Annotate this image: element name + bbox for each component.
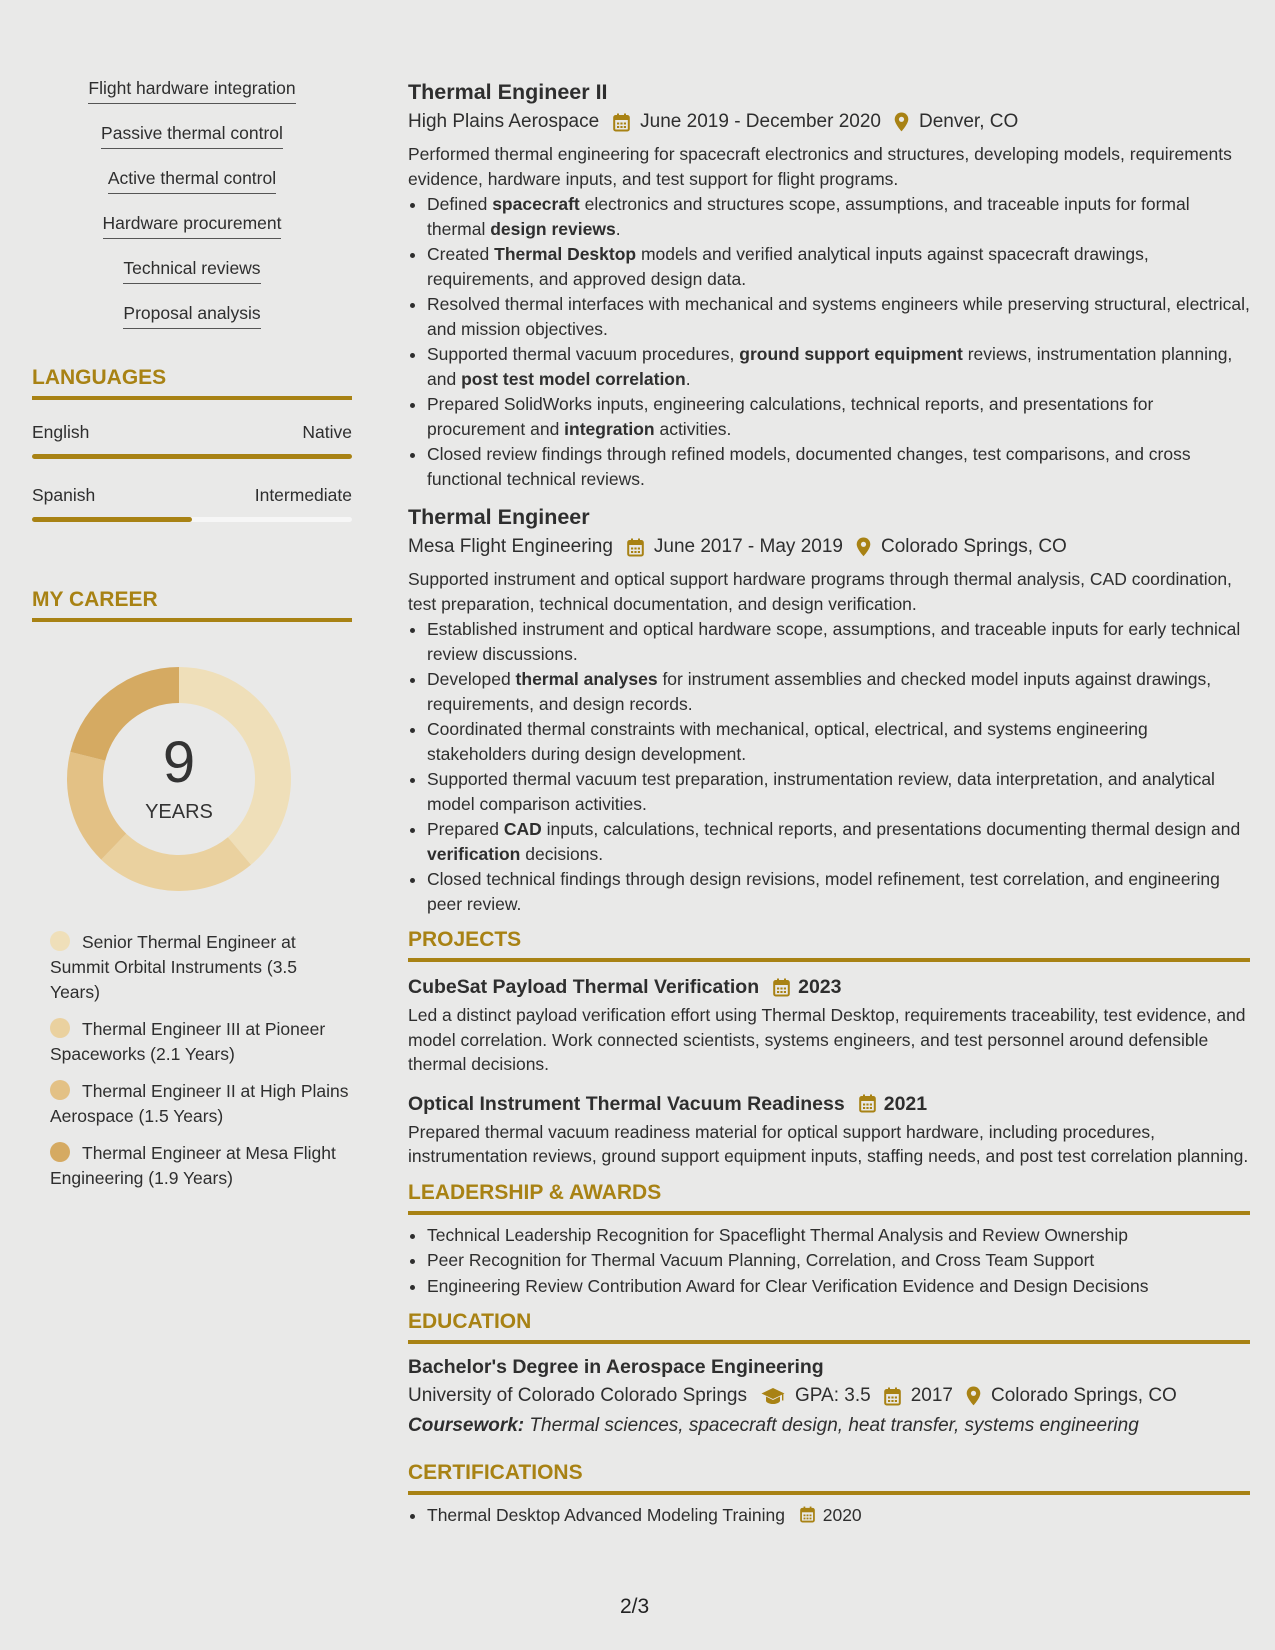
job-bullet: • Created Thermal Desktop models and verified analytical inputs against spacecraft drawings, requirements, and approved design data. <box>427 242 1250 291</box>
project-entry <box>408 1091 1250 1169</box>
job-bullet: • Prepared SolidWorks inputs, engineering calculations, technical reports, and presentations for procurement and integration activities. <box>427 392 1250 441</box>
awards-list <box>408 1223 1250 1299</box>
calendar-icon <box>773 978 790 997</box>
award-item: • Engineering Review Contribution Award for Clear Verification Evidence and Design Decisions <box>427 1274 1250 1299</box>
coursework <box>408 1415 1250 1437</box>
career-legend-item: Thermal Engineer II at High Plains Aerospace (1.5 Years) <box>50 1081 349 1126</box>
legend-dot <box>50 931 70 951</box>
skill-item: Passive thermal control <box>32 123 352 150</box>
job-bullet: • Supported thermal vacuum procedures, ground support equipment reviews, instrumentation planning, and post test model correlation. <box>427 342 1250 391</box>
project-year: 2021 <box>883 1092 928 1115</box>
project-description: Prepared thermal vacuum readiness material for optical support hardware, including procedures, instrumentation reviews, ground support equipment inputs, staffing needs, and post test correlation planning. <box>408 1121 1249 1166</box>
job-bullet: • Developed thermal analyses for instrument assemblies and checked model inputs against drawings, requirements, and design records. <box>427 667 1250 716</box>
career-legend-item: Thermal Engineer at Mesa Flight Engineering (1.9 Years) <box>50 1143 336 1188</box>
job-location: Colorado Springs, CO <box>880 536 1067 557</box>
education-heading: EDUCATION <box>408 1310 1250 1344</box>
degree-title: Bachelor's Degree in Aerospace Engineering <box>408 1356 824 1378</box>
education-section <box>408 1310 1250 1437</box>
skill-item: Proposal analysis <box>32 303 352 330</box>
career-years-total: 9 <box>162 730 196 795</box>
awards-section <box>408 1181 1250 1299</box>
project-year: 2023 <box>798 976 842 998</box>
coursework-label: Coursework: <box>408 1415 525 1436</box>
language-name: English <box>32 422 90 442</box>
projects-heading: PROJECTS <box>408 928 1250 962</box>
legend-dot <box>50 1142 70 1162</box>
awards-heading: LEADERSHIP & AWARDS <box>408 1181 1250 1215</box>
job-dates: June 2017 - May 2019 <box>653 536 843 557</box>
language-level: Intermediate <box>254 485 352 505</box>
education-meta <box>408 1383 1250 1409</box>
job-meta <box>408 534 1250 560</box>
language-name: Spanish <box>32 485 96 505</box>
job-dates: June 2019 - December 2020 <box>640 111 881 132</box>
language-bar <box>32 517 352 522</box>
company-name: High Plains Aerospace <box>408 111 600 132</box>
job-bullets <box>408 192 1250 491</box>
calendar-icon <box>800 1506 815 1523</box>
career-heading: MY CAREER <box>32 588 352 622</box>
job-bullet: • Resolved thermal interfaces with mechanical and systems engineers while preserving structural, electrical, and mission objectives. <box>427 292 1250 341</box>
language-bar-fill <box>32 517 192 522</box>
certification-year: 2020 <box>822 1505 862 1525</box>
award-item: • Technical Leadership Recognition for Spaceflight Thermal Analysis and Review Ownership <box>427 1223 1250 1248</box>
certification-name: Thermal Desktop Advanced Modeling Training <box>427 1505 785 1525</box>
job-bullet: • Defined spacecraft electronics and structures scope, assumptions, and traceable inputs for formal thermal design reviews. <box>427 192 1250 241</box>
project-entry <box>408 974 1250 1077</box>
certifications-heading: CERTIFICATIONS <box>408 1461 1250 1495</box>
job-summary: Performed thermal engineering for spacecraft electronics and structures, developing models, requirements evidence, hardware inputs, and test support for flight programs. <box>408 144 1232 189</box>
sidebar <box>32 78 352 1203</box>
job-bullet: • Closed review findings through refined models, documented changes, test comparisons, and cross functional technical reviews. <box>427 442 1250 491</box>
projects-section <box>408 928 1250 1169</box>
job-title: Thermal Engineer II <box>408 80 608 104</box>
skill-item: Active thermal control <box>32 168 352 195</box>
language-bar-fill <box>32 454 352 459</box>
skills-list <box>32 78 352 330</box>
graduation-cap-icon <box>761 1387 785 1405</box>
languages-section <box>32 366 352 522</box>
school-location: Colorado Springs, CO <box>990 1385 1177 1406</box>
job-bullet: • Supported thermal vacuum test preparation, instrumentation review, data interpretation, and analytical model comparison activities. <box>427 767 1250 816</box>
language-item <box>32 422 352 459</box>
skill-item: Hardware procurement <box>32 213 352 240</box>
legend-dot <box>50 1080 70 1100</box>
coursework-text: Thermal sciences, spacecraft design, heat transfer, systems engineering <box>529 1415 1139 1436</box>
experience-entry <box>408 503 1250 916</box>
job-bullets <box>408 617 1250 916</box>
experience-entry <box>408 78 1250 491</box>
career-section <box>32 588 352 1191</box>
job-bullet: • Prepared CAD inputs, calculations, technical reports, and presentations documenting thermal design and verification decisions. <box>427 817 1250 866</box>
career-legend <box>50 930 350 1191</box>
career-years-unit: YEARS <box>145 801 213 823</box>
award-item: • Peer Recognition for Thermal Vacuum Planning, Correlation, and Cross Team Support <box>427 1248 1250 1273</box>
location-pin-icon <box>894 112 909 132</box>
project-title: Optical Instrument Thermal Vacuum Readiness <box>408 1092 845 1115</box>
page-number: 2/3 <box>620 1595 650 1618</box>
job-summary: Supported instrument and optical support hardware programs through thermal analysis, CAD coordination, test preparation, technical documentation, and design verification. <box>408 569 1232 614</box>
job-meta <box>408 109 1250 135</box>
main-content <box>408 78 1250 1540</box>
project-title: CubeSat Payload Thermal Verification <box>408 976 760 998</box>
career-legend-item: Senior Thermal Engineer at Summit Orbital Instruments (3.5 Years) <box>50 932 298 1002</box>
legend-dot <box>50 1018 70 1038</box>
career-donut <box>64 664 294 894</box>
project-description: Led a distinct payload verification effort using Thermal Desktop, requirements traceability, test evidence, and model correlation. Work connected scientists, systems engineers, and test personnel around defensible thermal decisions. <box>408 1005 1246 1074</box>
graduation-year: 2017 <box>910 1385 953 1406</box>
certifications-list <box>408 1503 1250 1528</box>
job-title: Thermal Engineer <box>408 505 590 529</box>
school-name: University of Colorado Colorado Springs <box>408 1385 747 1406</box>
job-location: Denver, CO <box>919 111 1019 132</box>
job-bullet: • Established instrument and optical hardware scope, assumptions, and traceable inputs for early technical review discussions. <box>427 617 1250 666</box>
location-pin-icon <box>856 537 871 557</box>
calendar-icon <box>884 1387 901 1406</box>
calendar-icon <box>613 113 630 132</box>
language-bar <box>32 454 352 459</box>
gpa: GPA: 3.5 <box>795 1385 871 1406</box>
certifications-section <box>408 1461 1250 1528</box>
donut-slice <box>101 834 251 891</box>
location-pin-icon <box>966 1386 981 1406</box>
language-item <box>32 485 352 522</box>
skill-item: Technical reviews <box>32 258 352 285</box>
calendar-icon <box>859 1094 876 1113</box>
calendar-icon <box>627 538 644 557</box>
company-name: Mesa Flight Engineering <box>408 536 613 557</box>
language-level: Native <box>302 422 352 442</box>
job-bullet: • Coordinated thermal constraints with mechanical, optical, electrical, and systems engineering stakeholders during design development. <box>427 717 1250 766</box>
certification-item <box>427 1503 1250 1528</box>
job-bullet: • Closed technical findings through design revisions, model refinement, test correlation, and engineering peer review. <box>427 867 1250 916</box>
languages-heading: LANGUAGES <box>32 366 352 400</box>
skill-item: Flight hardware integration <box>32 78 352 105</box>
career-legend-item: Thermal Engineer III at Pioneer Spaceworks (2.1 Years) <box>50 1019 326 1064</box>
